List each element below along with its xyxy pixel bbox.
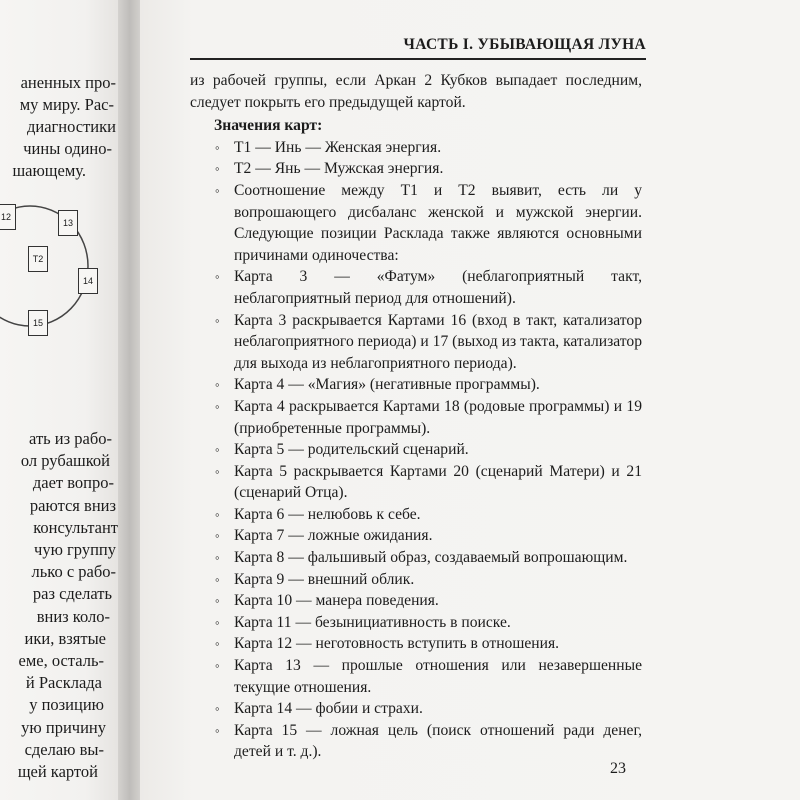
left-page-line: ики, взятые — [24, 628, 106, 648]
bullet-icon: ◦ — [215, 269, 220, 285]
left-page-line: щей картой — [17, 762, 98, 781]
list-item — [190, 461, 642, 504]
list-item-text: Карта 14 — фобии и страхи. — [234, 700, 423, 718]
left-page-line: дает вопро- — [32, 473, 114, 493]
list-item — [190, 396, 642, 439]
spread-diagram — [0, 196, 122, 346]
card-t2: T2 — [28, 246, 48, 272]
left-page-line: чую группу — [34, 540, 116, 559]
list-item-text: Карта 10 — манера поведения. — [234, 592, 439, 610]
list-item-text: Т2 — Янь — Мужская энергия. — [234, 160, 444, 178]
left-page-line: консультант — [33, 517, 118, 537]
list-item — [190, 504, 642, 526]
header-rule — [190, 58, 646, 60]
left-page-line: раются вниз — [29, 495, 116, 515]
list-item-text: Карта 8 — фальшивый образ, создаваемый вопрошающим. — [234, 549, 628, 567]
list-item-text: Карта 3 — «Фатум» (неблагоприятный такт, неблагоприятный период для отношений). — [234, 268, 642, 307]
left-page-line: еме, осталь- — [18, 651, 104, 670]
bullet-icon: ◦ — [215, 182, 220, 198]
page-body — [190, 70, 642, 763]
bullet-icon: ◦ — [215, 722, 220, 738]
card-15: 15 — [28, 310, 48, 336]
list-item — [190, 698, 642, 720]
bullet-icon: ◦ — [215, 312, 220, 328]
left-page-line: й Расклада — [25, 673, 102, 693]
list-item-text: Карта 7 — ложные ожидания. — [234, 527, 433, 545]
left-page — [0, 0, 122, 800]
list-item — [190, 590, 642, 612]
left-page-line: шающему. — [12, 161, 86, 180]
left-page-line: аненных про- — [20, 73, 116, 92]
list-item — [190, 310, 642, 375]
left-page-line: раз сделать — [32, 584, 112, 604]
list-item — [190, 137, 642, 159]
intro-paragraph: из рабочей группы, если Аркан 2 Кубков выпадает последним, следует покрыть его предыдущей картой. — [190, 72, 642, 111]
card-14: 14 — [78, 268, 98, 294]
left-page-line: у позицию — [29, 695, 104, 715]
bullet-icon: ◦ — [215, 636, 220, 652]
bullet-icon: ◦ — [215, 571, 220, 587]
list-item-text: Карта 4 — «Магия» (негативные программы). — [234, 376, 540, 394]
left-page-line: лько с рабо- — [31, 562, 116, 582]
left-page-line: ую причину — [21, 717, 106, 737]
running-header: ЧАСТЬ I. УБЫВАЮЩАЯ ЛУНА — [403, 36, 646, 53]
list-item — [190, 439, 642, 461]
list-item — [190, 525, 642, 547]
list-item-text: Карта 5 раскрывается Картами 20 (сценарий Матери) и 21 (сценарий Отца). — [234, 462, 642, 502]
card-13: 13 — [58, 210, 78, 236]
list-item-text: Карта 9 — внешний облик. — [234, 570, 415, 588]
bullet-icon: ◦ — [215, 442, 220, 458]
list-item-text: Карта 5 — родительский сценарий. — [234, 441, 469, 459]
list-item-text: Карта 6 — нелюбовь к себе. — [234, 505, 421, 523]
list-item — [190, 655, 642, 698]
bullet-icon: ◦ — [215, 139, 220, 155]
list-item — [190, 374, 642, 396]
bullet-icon: ◦ — [215, 463, 220, 479]
list-item — [190, 180, 642, 266]
list-item — [190, 720, 642, 763]
list-item-text: Карта 15 — ложная цель (поиск отношений ради денег, детей и т. д.). — [234, 721, 642, 761]
bullet-icon: ◦ — [215, 593, 220, 609]
list-item-text: Соотношение между Т1 и Т2 выявит, есть ли у вопрошающего дисбаланс женской и мужской энергии. Следующие позиции Расклада также являются основными причинами одиночества: — [234, 181, 642, 264]
list-item-text: Карта 13 — прошлые отношения или незавершенные текущие отношения. — [234, 657, 642, 696]
left-page-line: вниз коло- — [36, 606, 110, 626]
bullet-icon: ◦ — [215, 701, 220, 717]
page-number: 23 — [610, 760, 626, 777]
card-12: 12 — [0, 204, 16, 230]
list-item — [190, 158, 642, 180]
left-page-line: сделаю вы- — [24, 739, 104, 759]
bullet-icon: ◦ — [215, 161, 220, 177]
list-item — [190, 547, 642, 569]
list-item-text: Т1 — Инь — Женская энергия. — [234, 138, 442, 156]
bullet-icon: ◦ — [215, 506, 220, 522]
bullet-icon: ◦ — [215, 528, 220, 544]
bullet-icon: ◦ — [215, 398, 220, 414]
bullet-icon: ◦ — [215, 377, 220, 393]
bullet-icon: ◦ — [215, 550, 220, 566]
list-item-text: Карта 3 раскрывается Картами 16 (вход в такт, катализатор неблагоприятного периода) и 17 (выход из такта, катализатор для выхода из неблагоприятного периода). — [234, 311, 642, 372]
left-page-line: диагностики — [26, 117, 116, 136]
list-item — [190, 266, 642, 309]
left-page-line: ол рубашкой — [20, 451, 110, 471]
list-item-text: Карта 4 раскрывается Картами 18 (родовые программы) и 19 (приобретенные программы). — [234, 397, 642, 437]
list-item-text: Карта 11 — безынициативность в поиске. — [234, 613, 511, 631]
bullet-icon: ◦ — [215, 658, 220, 674]
bullet-icon: ◦ — [215, 614, 220, 630]
card-meanings-list — [190, 137, 642, 763]
left-page-line: му миру. Рас- — [19, 95, 114, 114]
list-item — [190, 569, 642, 591]
left-page-line: ать из рабо- — [29, 429, 112, 448]
list-item-text: Карта 12 — неготовность вступить в отношения. — [234, 635, 560, 653]
section-heading: Значения карт: — [214, 117, 323, 135]
list-item — [190, 633, 642, 655]
list-item — [190, 612, 642, 634]
left-page-line: чины одино- — [23, 139, 112, 158]
